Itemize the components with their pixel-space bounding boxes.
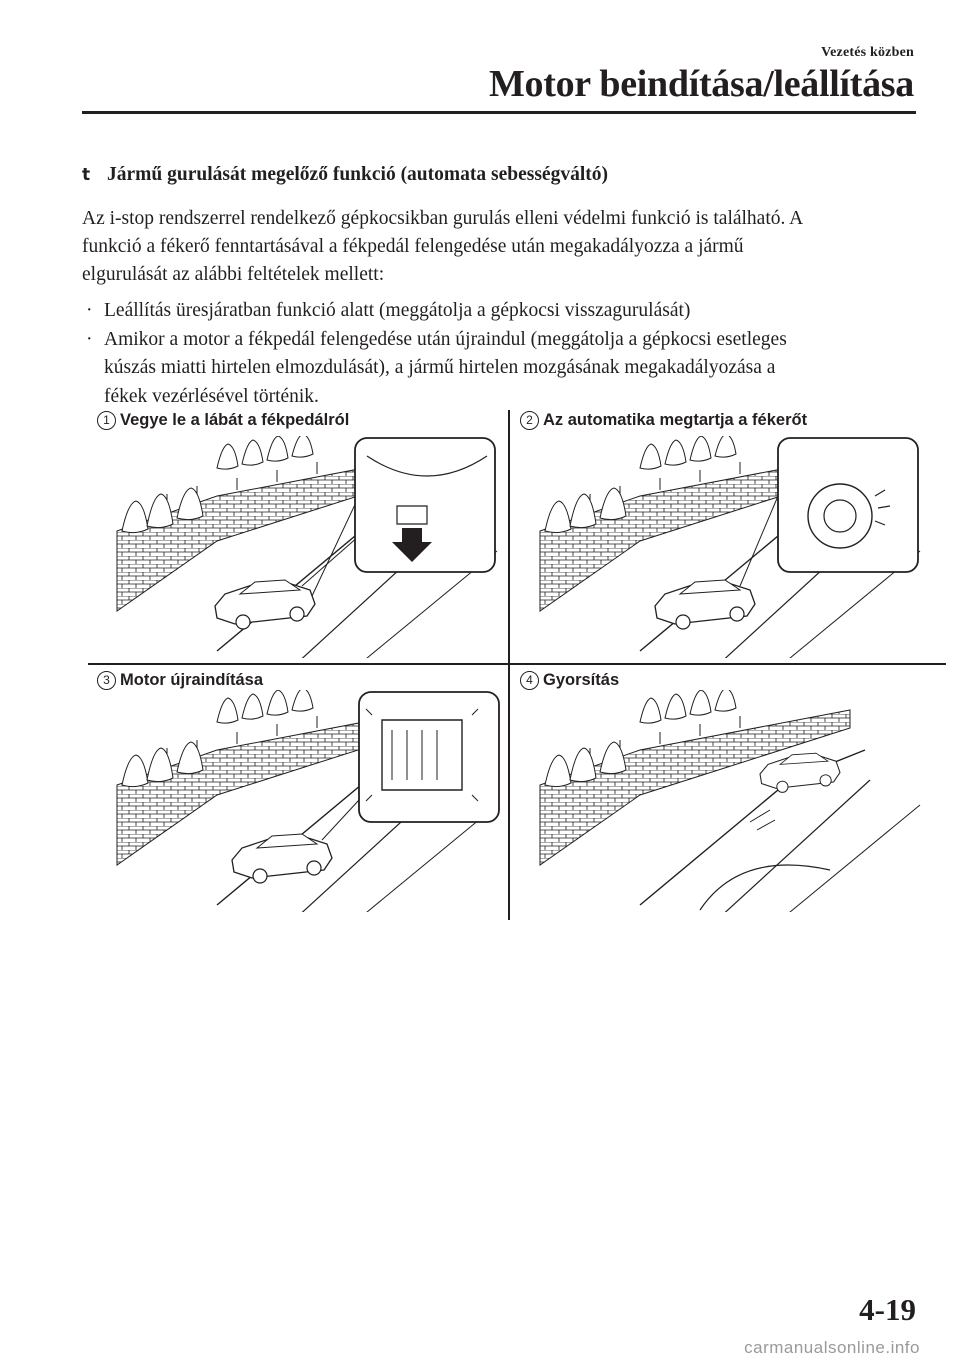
panel-1-caption — [97, 411, 349, 430]
panel-4-illustration — [520, 690, 925, 912]
page-title: Motor beindítása/leállítása — [488, 63, 914, 105]
heading-marker: t — [82, 165, 91, 185]
car-icon — [232, 834, 332, 883]
panel-number: 2 — [520, 411, 539, 430]
section-label: Vezetés közben — [821, 45, 914, 60]
header-rule — [82, 111, 916, 114]
bullet-line: Leállítás üresjáratban funkció alatt (meggátolja a gépkocsi visszagurulását) — [104, 300, 691, 321]
panel-caption-text: Gyorsítás — [543, 671, 620, 689]
panel-caption-text: Motor újraindítása — [120, 671, 264, 689]
panel-2-caption — [520, 411, 807, 430]
panel-number: 1 — [97, 411, 116, 430]
panel-2-illustration — [520, 436, 925, 658]
bullet-dot: · — [86, 300, 93, 321]
bullet-line: Amikor a motor a fékpedál felengedése után újraindul (meggátolja a gépkocsi esetleges — [104, 328, 787, 350]
car-icon — [655, 580, 755, 629]
intro-paragraph — [82, 205, 922, 289]
panel-divider-horizontal — [88, 663, 946, 665]
panel-caption-text: Vegye le a lábát a fékpedálról — [120, 411, 350, 429]
road-scene — [540, 690, 920, 912]
panel-number: 3 — [97, 671, 116, 690]
list-item — [82, 326, 922, 412]
intro-line: funkció a fékerő fenntartásával a fékpedál felengedése után megakadályozza a jármű — [82, 236, 744, 257]
list-item — [82, 297, 922, 326]
bullet-line: kúszás miatti hirtelen elmozdulását), a jármű hirtelen mozgásának megakadályozása a — [104, 357, 776, 378]
watermark: carmanualsonline.info — [744, 1338, 920, 1357]
bullet-dot: · — [86, 328, 93, 350]
bullet-list — [82, 297, 922, 411]
bullet-line: fékek vezérlésével történik. — [104, 385, 319, 407]
car-icon — [760, 753, 840, 792]
intro-line: elgurulását az alábbi feltételek mellett: — [82, 264, 385, 285]
intro-line: Az i-stop rendszerrel rendelkező gépkocsikban gurulás elleni védelmi funkció is található. A — [82, 208, 804, 229]
panel-3-illustration — [97, 690, 502, 912]
page-number: 4-19 — [859, 1292, 916, 1327]
panel-caption-text: Az automatika megtartja a fékerőt — [543, 411, 808, 429]
panel-number: 4 — [520, 671, 539, 690]
panel-divider-vertical — [508, 410, 510, 920]
car-icon — [215, 580, 315, 629]
section-heading: Jármű gurulását megelőző funkció (automata sebességváltó) — [107, 164, 608, 185]
panel-4-caption — [520, 671, 619, 690]
inset-frame — [355, 438, 495, 572]
panel-3-caption — [97, 671, 263, 690]
panel-1-illustration — [97, 436, 502, 658]
